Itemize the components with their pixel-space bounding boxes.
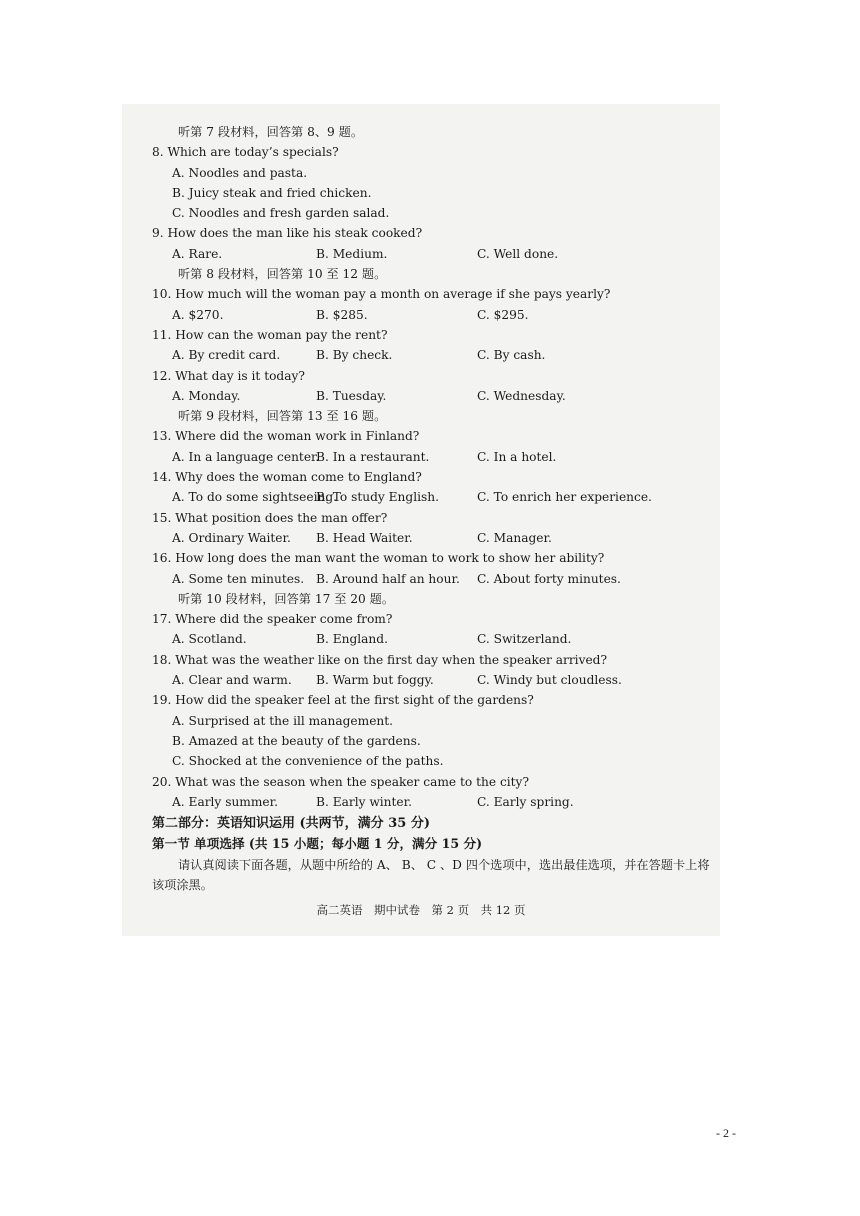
question-text: 9. How does the man like his steak cooked?	[152, 226, 423, 241]
option: A. $270.	[172, 307, 224, 322]
question-text: 17. Where did the speaker come from?	[152, 612, 393, 627]
option: B. Tuesday.	[316, 388, 387, 403]
options-row	[152, 569, 712, 589]
option: B. In a restaurant.	[316, 449, 430, 464]
option: B. Warm but foggy.	[316, 673, 434, 688]
option: C. Early spring.	[477, 794, 574, 809]
options-row	[152, 670, 712, 690]
question-text: 13. Where did the woman work in Finland?	[152, 429, 420, 444]
options-row	[152, 487, 712, 507]
option: A. Surprised at the ill management.	[172, 713, 394, 728]
option: B. Early winter.	[316, 794, 412, 809]
option: C. Well done.	[477, 246, 559, 261]
option: B. Head Waiter.	[316, 530, 413, 545]
options-row	[152, 629, 712, 649]
option: C. About forty minutes.	[477, 571, 621, 586]
question-text: 12. What day is it today?	[152, 368, 305, 383]
instructions: 请认真阅读下面各题，从题中所给的 A、 B、 C 、D 四个选项中，选出最佳选项，并在答题卡上将该项涂黑。	[152, 857, 710, 892]
option: B. By check.	[316, 348, 393, 363]
option: A. By credit card.	[172, 348, 281, 363]
option: C. Manager.	[477, 530, 552, 545]
section-heading: 听第 7 段材料，回答第 8、9 题。	[178, 125, 364, 139]
option: B. Around half an hour.	[316, 571, 460, 586]
option: A. In a language center.	[172, 449, 320, 464]
option: B. To study English.	[316, 490, 439, 505]
option: C. Windy but cloudless.	[477, 673, 622, 688]
option: C. In a hotel.	[477, 449, 557, 464]
section-one-title: 第一节 单项选择 (共 15 小题；每小题 1 分，满分 15 分)	[152, 836, 483, 852]
question-text: 15. What position does the man offer?	[152, 510, 388, 525]
option: C. Noodles and fresh garden salad.	[172, 206, 390, 221]
page-number: - 2 -	[716, 1126, 736, 1140]
option: B. Amazed at the beauty of the gardens.	[172, 733, 421, 748]
section-heading: 听第 8 段材料，回答第 10 至 12 题。	[178, 267, 387, 282]
options-row	[152, 386, 712, 406]
option: A. Rare.	[172, 246, 223, 261]
question-text: 11. How can the woman pay the rent?	[152, 327, 388, 342]
options-row	[152, 345, 712, 365]
option: A. Early summer.	[172, 794, 278, 809]
option: C. By cash.	[477, 348, 546, 363]
option: A. To do some sightseeing.	[172, 490, 337, 505]
option: A. Monday.	[172, 388, 241, 403]
question-text: 8. Which are today’s specials?	[152, 145, 339, 160]
question-text: 16. How long does the man want the woman to work to show her ability?	[152, 551, 605, 566]
section-heading: 听第 10 段材料，回答第 17 至 20 题。	[178, 591, 395, 606]
option: A. Ordinary Waiter.	[172, 530, 291, 545]
option: A. Clear and warm.	[172, 673, 292, 688]
question-text: 19. How did the speaker feel at the first sight of the gardens?	[152, 693, 534, 708]
options-row	[152, 244, 712, 264]
option: C. Shocked at the convenience of the paths.	[172, 754, 444, 769]
option: B. Medium.	[316, 246, 388, 261]
option: B. England.	[316, 632, 388, 647]
exam-content	[152, 122, 712, 895]
option: A. Scotland.	[172, 632, 247, 647]
option: C. Wednesday.	[477, 388, 566, 403]
option: B. $285.	[316, 307, 368, 322]
options-row	[152, 528, 712, 548]
options-row	[152, 792, 712, 812]
option: C. $295.	[477, 307, 529, 322]
option: B. Juicy steak and fried chicken.	[172, 185, 372, 200]
options-row	[152, 447, 712, 467]
options-row	[152, 305, 712, 325]
part-two-title: 第二部分：英语知识运用 (共两节，满分 35 分)	[152, 816, 430, 832]
option: C. To enrich her experience.	[477, 490, 652, 505]
option: A. Some ten minutes.	[172, 571, 305, 586]
question-text: 18. What was the weather like on the first day when the speaker arrived?	[152, 652, 608, 667]
question-text: 14. Why does the woman come to England?	[152, 470, 422, 485]
section-heading: 听第 9 段材料，回答第 13 至 16 题。	[178, 409, 387, 424]
page-footer: 高二英语 期中试卷 第 2 页 共 12 页	[316, 903, 526, 917]
option: C. Switzerland.	[477, 632, 572, 647]
question-text: 20. What was the season when the speaker came to the city?	[152, 774, 529, 789]
question-text: 10. How much will the woman pay a month on average if she pays yearly?	[152, 287, 611, 302]
option: A. Noodles and pasta.	[172, 165, 308, 180]
